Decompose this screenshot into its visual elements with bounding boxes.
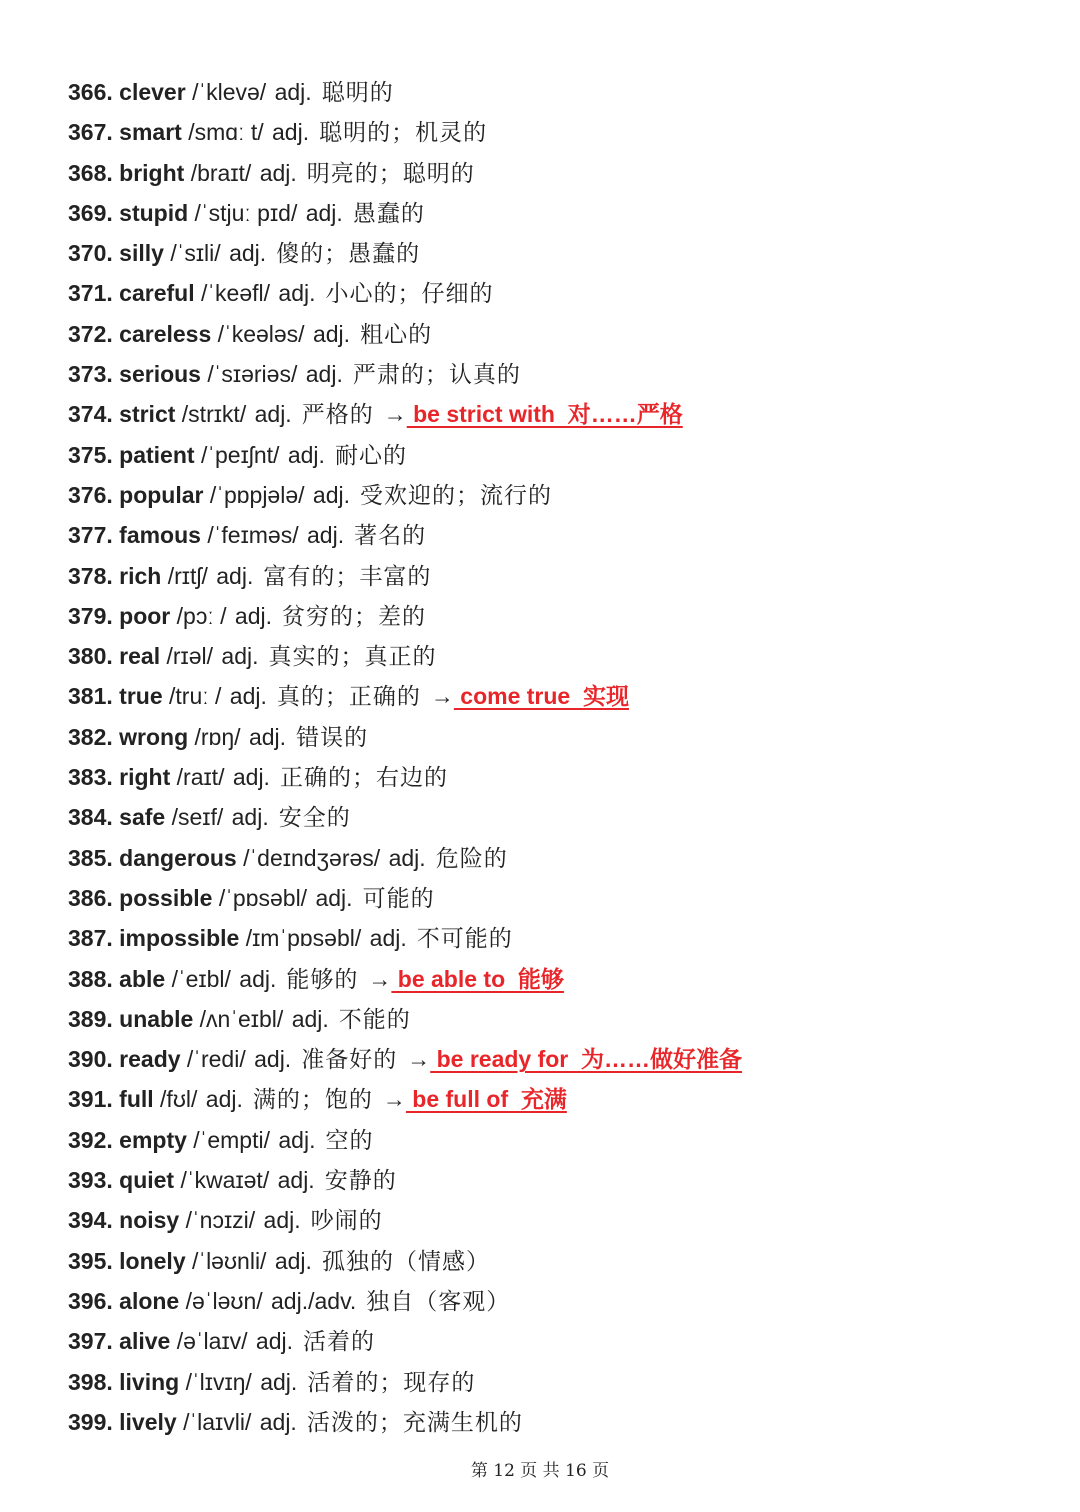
- entry-meaning: 耐心的: [334, 441, 407, 468]
- entry-part-of-speech: adj.: [234, 602, 272, 629]
- vocab-entry: [68, 556, 1048, 596]
- entry-part-of-speech: adj.: [231, 804, 269, 831]
- entry-meaning: 活着的；现存的: [307, 1368, 476, 1395]
- entry-word: stupid: [119, 199, 189, 226]
- entry-meaning: 受欢迎的；流行的: [360, 481, 552, 508]
- entry-pronunciation: /ˈləʊnli/: [192, 1247, 267, 1274]
- entry-number: 386.: [68, 884, 113, 911]
- entry-part-of-speech: adj.: [312, 320, 351, 347]
- vocabulary-list: [68, 72, 1048, 1442]
- entry-meaning: 不能的: [338, 1005, 411, 1032]
- entry-part-of-speech: adj.: [312, 481, 350, 508]
- vocab-entry: [68, 1120, 1048, 1160]
- entry-meaning: 严肃的；认真的: [352, 361, 521, 388]
- entry-part-of-speech: adj.: [248, 723, 287, 750]
- entry-part-of-speech: adj.: [305, 199, 343, 226]
- vocab-entry: [68, 112, 1048, 152]
- entry-meaning: 不可能的: [416, 925, 513, 952]
- entry-part-of-speech: adj.: [229, 240, 267, 267]
- vocab-entry: [68, 717, 1048, 757]
- vocab-entry: [68, 1160, 1048, 1200]
- entry-number: 379.: [68, 602, 113, 629]
- vocab-entry: [68, 314, 1048, 354]
- entry-word: alone: [119, 1287, 180, 1314]
- entry-number: 376.: [68, 481, 113, 508]
- entry-meaning: 安静的: [324, 1167, 397, 1194]
- entry-word: able: [119, 965, 166, 992]
- entry-pronunciation: /ɪmˈpɒsəbl/: [245, 925, 362, 952]
- entry-meaning: 活着的: [303, 1328, 376, 1355]
- entry-pronunciation: /ˈlaɪvli/: [183, 1408, 252, 1435]
- entry-word: rich: [119, 562, 162, 589]
- entry-word: silly: [119, 240, 164, 267]
- entry-number: 366.: [68, 79, 113, 105]
- vocab-entry: [68, 354, 1048, 394]
- arrow-icon: →: [430, 683, 454, 710]
- entry-pronunciation: /ʌnˈeɪbl/: [199, 1005, 284, 1032]
- entry-part-of-speech: adj.: [263, 1207, 301, 1234]
- vocab-entry: [68, 676, 1048, 716]
- entry-meaning: 可能的: [362, 884, 435, 911]
- vocab-entry: [68, 153, 1048, 193]
- vocab-entry: [68, 959, 1048, 999]
- vocab-entry: [68, 596, 1048, 636]
- entry-number: 389.: [68, 1005, 113, 1032]
- entry-number: 388.: [68, 965, 113, 992]
- vocab-entry: [68, 636, 1048, 676]
- entry-part-of-speech: adj.: [232, 764, 270, 791]
- entry-word: lively: [119, 1408, 177, 1435]
- entry-word: full: [119, 1086, 154, 1113]
- entry-pronunciation: /rɒŋ/: [194, 723, 241, 750]
- entry-part-of-speech: adj.: [272, 119, 310, 146]
- entry-word: careful: [119, 280, 195, 307]
- entry-phrase: be full of 充满: [405, 1086, 567, 1113]
- entry-part-of-speech: adj.: [274, 79, 312, 105]
- vocab-entry: [68, 1200, 1048, 1240]
- arrow-icon: →: [368, 965, 392, 992]
- entry-number: 371.: [68, 280, 113, 307]
- entry-pronunciation: /ˈkwaɪət/: [180, 1167, 270, 1194]
- vocab-entry: [68, 1079, 1048, 1119]
- entry-pronunciation: /smɑː t/: [188, 119, 264, 146]
- entry-pronunciation: /ˈsɪli/: [170, 240, 221, 267]
- entry-pronunciation: /ˈstjuː pɪd/: [194, 199, 298, 226]
- entry-meaning: 聪明的: [321, 79, 394, 105]
- vocab-entry: [68, 1362, 1048, 1402]
- entry-part-of-speech: adj.: [274, 1247, 312, 1274]
- entry-part-of-speech: adj.: [254, 1046, 292, 1073]
- vocab-entry: [68, 515, 1048, 555]
- vocab-entry: [68, 838, 1048, 878]
- vocab-entry: [68, 233, 1048, 273]
- entry-meaning: 安全的: [278, 804, 351, 831]
- entry-word: strict: [119, 401, 176, 428]
- vocab-entry: [68, 1321, 1048, 1361]
- entry-pronunciation: /strɪkt/: [181, 401, 247, 428]
- entry-word: unable: [119, 1005, 194, 1032]
- entry-pronunciation: /ˈpɒsəbl/: [218, 884, 308, 911]
- entry-word: smart: [119, 119, 182, 146]
- entry-meaning: 真实的；真正的: [268, 643, 437, 670]
- entry-word: lonely: [119, 1247, 186, 1274]
- entry-meaning: 能够的: [286, 965, 359, 992]
- entry-word: careless: [119, 320, 212, 347]
- entry-word: noisy: [119, 1207, 180, 1234]
- entry-pronunciation: /ˈkeələs/: [217, 320, 305, 347]
- entry-word: popular: [119, 481, 204, 508]
- entry-meaning: 准备好的: [301, 1046, 398, 1073]
- entry-number: 396.: [68, 1287, 113, 1314]
- entry-meaning: 著名的: [354, 522, 427, 549]
- entry-number: 372.: [68, 320, 113, 347]
- page-footer: 第 12 页 共 16 页: [470, 1461, 610, 1481]
- entry-number: 374.: [68, 401, 113, 428]
- entry-part-of-speech: adj.: [259, 159, 297, 186]
- arrow-icon: →: [382, 1086, 406, 1113]
- entry-word: possible: [119, 884, 213, 911]
- entry-part-of-speech: adj.: [260, 1368, 298, 1395]
- entry-word: serious: [119, 361, 201, 388]
- entry-number: 380.: [68, 643, 113, 670]
- entry-meaning: 真的；正确的: [276, 683, 421, 710]
- entry-pronunciation: /truː /: [169, 683, 222, 710]
- entry-number: 394.: [68, 1207, 113, 1234]
- entry-pronunciation: /ˈnɔɪzi/: [185, 1207, 256, 1234]
- entry-pronunciation: /ˈdeɪndʒərəs/: [243, 844, 381, 871]
- entry-meaning: 错误的: [296, 723, 369, 750]
- entry-phrase: be ready for 为……做好准备: [430, 1046, 743, 1073]
- entry-part-of-speech: adj.: [287, 441, 325, 468]
- entry-meaning: 满的；饱的: [252, 1086, 373, 1113]
- vocab-entry: [68, 757, 1048, 797]
- entry-part-of-speech: adj.: [239, 965, 277, 992]
- entry-number: 382.: [68, 723, 113, 750]
- entry-meaning: 贫穷的；差的: [282, 602, 426, 629]
- entry-part-of-speech: adj.: [369, 925, 407, 952]
- entry-part-of-speech: adj.: [307, 522, 345, 549]
- entry-part-of-speech: adj.: [277, 1167, 315, 1194]
- entry-meaning: 孤独的（情感）: [321, 1247, 490, 1274]
- entry-part-of-speech: adj./adv.: [271, 1287, 357, 1314]
- entry-number: 368.: [68, 159, 113, 186]
- entry-meaning: 富有的；丰富的: [263, 562, 432, 589]
- entry-number: 385.: [68, 844, 113, 871]
- entry-number: 398.: [68, 1368, 113, 1395]
- entry-number: 377.: [68, 522, 113, 549]
- vocab-entry: [68, 1402, 1048, 1442]
- vocab-entry: [68, 72, 1048, 112]
- entry-part-of-speech: adj.: [255, 1328, 294, 1355]
- entry-part-of-speech: adj.: [254, 401, 292, 428]
- entry-pronunciation: /əˈlaɪv/: [176, 1328, 248, 1355]
- entry-number: 367.: [68, 119, 113, 146]
- entry-part-of-speech: adj.: [259, 1408, 297, 1435]
- entry-number: 369.: [68, 199, 113, 226]
- entry-number: 378.: [68, 562, 113, 589]
- entry-number: 395.: [68, 1247, 113, 1274]
- entry-number: 390.: [68, 1046, 113, 1073]
- vocab-entry: [68, 797, 1048, 837]
- entry-number: 384.: [68, 804, 113, 831]
- entry-number: 393.: [68, 1167, 113, 1194]
- entry-number: 375.: [68, 441, 113, 468]
- entry-phrase: be strict with 对……严格: [406, 401, 683, 428]
- entry-meaning: 小心的；仔细的: [325, 280, 494, 307]
- entry-word: clever: [119, 79, 186, 105]
- entry-word: wrong: [119, 723, 189, 750]
- entry-pronunciation: /braɪt/: [190, 159, 252, 186]
- entry-word: dangerous: [119, 844, 237, 871]
- entry-number: 392.: [68, 1126, 113, 1153]
- entry-meaning: 傻的；愚蠢的: [276, 240, 421, 267]
- arrow-icon: →: [383, 401, 407, 428]
- entry-meaning: 愚蠢的: [352, 199, 425, 226]
- arrow-icon: →: [407, 1046, 431, 1073]
- entry-word: bright: [119, 159, 185, 186]
- vocab-entry: [68, 878, 1048, 918]
- entry-word: famous: [119, 522, 201, 549]
- vocab-entry: [68, 273, 1048, 313]
- entry-pronunciation: /ˈfeɪməs/: [207, 522, 299, 549]
- vocab-entry: [68, 475, 1048, 515]
- entry-number: 391.: [68, 1086, 113, 1113]
- entry-pronunciation: /ˈlɪvɪŋ/: [185, 1368, 252, 1395]
- entry-number: 383.: [68, 764, 113, 791]
- entry-word: real: [119, 643, 161, 670]
- entry-part-of-speech: adj.: [229, 683, 267, 710]
- entry-pronunciation: /rɪtʃ/: [167, 562, 208, 589]
- entry-part-of-speech: adj.: [205, 1086, 243, 1113]
- entry-pronunciation: /əˈləʊn/: [185, 1287, 263, 1314]
- entry-pronunciation: /ˈpɒpjələ/: [209, 481, 305, 508]
- entry-meaning: 危险的: [435, 844, 508, 871]
- entry-word: empty: [119, 1126, 187, 1153]
- entry-number: 370.: [68, 240, 113, 267]
- entry-part-of-speech: adj.: [315, 884, 353, 911]
- entry-meaning: 正确的；右边的: [279, 764, 448, 791]
- entry-pronunciation: /ˈpeɪʃnt/: [200, 441, 280, 468]
- entry-part-of-speech: adj.: [216, 562, 254, 589]
- entry-part-of-speech: adj.: [305, 361, 343, 388]
- vocab-entry: [68, 1281, 1048, 1321]
- entry-phrase: come true 实现: [453, 683, 629, 710]
- entry-pronunciation: /pɔː /: [176, 602, 227, 629]
- entry-word: living: [119, 1368, 180, 1395]
- entry-pronunciation: /ˈredi/: [186, 1046, 246, 1073]
- entry-word: safe: [119, 804, 166, 831]
- vocab-entry: [68, 394, 1048, 434]
- entry-part-of-speech: adj.: [278, 280, 316, 307]
- entry-pronunciation: /ˈkeəfl/: [200, 280, 271, 307]
- entry-meaning: 严格的: [301, 401, 374, 428]
- entry-meaning: 活泼的；充满生机的: [306, 1408, 523, 1435]
- entry-pronunciation: /fʊl/: [160, 1086, 198, 1113]
- entry-part-of-speech: adj.: [278, 1126, 316, 1153]
- entry-pronunciation: /rɪəl/: [166, 643, 214, 670]
- entry-phrase: be able to 能够: [391, 965, 564, 992]
- entry-pronunciation: /raɪt/: [176, 764, 225, 791]
- entry-meaning: 吵闹的: [310, 1207, 383, 1234]
- entry-part-of-speech: adj.: [221, 643, 259, 670]
- entry-word: impossible: [119, 925, 240, 952]
- entry-number: 381.: [68, 683, 113, 710]
- entry-number: 387.: [68, 925, 113, 952]
- entry-word: patient: [119, 441, 195, 468]
- entry-pronunciation: /ˈsɪəriəs/: [207, 361, 298, 388]
- entry-number: 397.: [68, 1328, 113, 1355]
- vocab-entry: [68, 1241, 1048, 1281]
- entry-meaning: 聪明的；机灵的: [319, 119, 488, 146]
- entry-pronunciation: /ˈempti/: [193, 1126, 270, 1153]
- entry-pronunciation: /ˈklevə/: [192, 79, 267, 105]
- entry-meaning: 粗心的: [360, 320, 433, 347]
- entry-pronunciation: /ˈeɪbl/: [171, 965, 231, 992]
- entry-word: true: [119, 683, 163, 710]
- entry-word: poor: [119, 602, 171, 629]
- entry-number: 399.: [68, 1408, 113, 1435]
- entry-part-of-speech: adj.: [388, 844, 426, 871]
- vocab-entry: [68, 918, 1048, 958]
- entry-part-of-speech: adj.: [291, 1005, 329, 1032]
- entry-meaning: 独自（客观）: [366, 1287, 511, 1314]
- vocab-entry: [68, 193, 1048, 233]
- entry-number: 373.: [68, 361, 113, 388]
- entry-meaning: 明亮的；聪明的: [306, 159, 475, 186]
- entry-pronunciation: /seɪf/: [171, 804, 224, 831]
- entry-meaning: 空的: [325, 1126, 374, 1153]
- entry-word: right: [119, 764, 171, 791]
- entry-word: quiet: [119, 1167, 175, 1194]
- vocab-entry: [68, 999, 1048, 1039]
- entry-word: ready: [119, 1046, 181, 1073]
- vocab-entry: [68, 435, 1048, 475]
- vocab-entry: [68, 1039, 1048, 1079]
- entry-word: alive: [119, 1328, 171, 1355]
